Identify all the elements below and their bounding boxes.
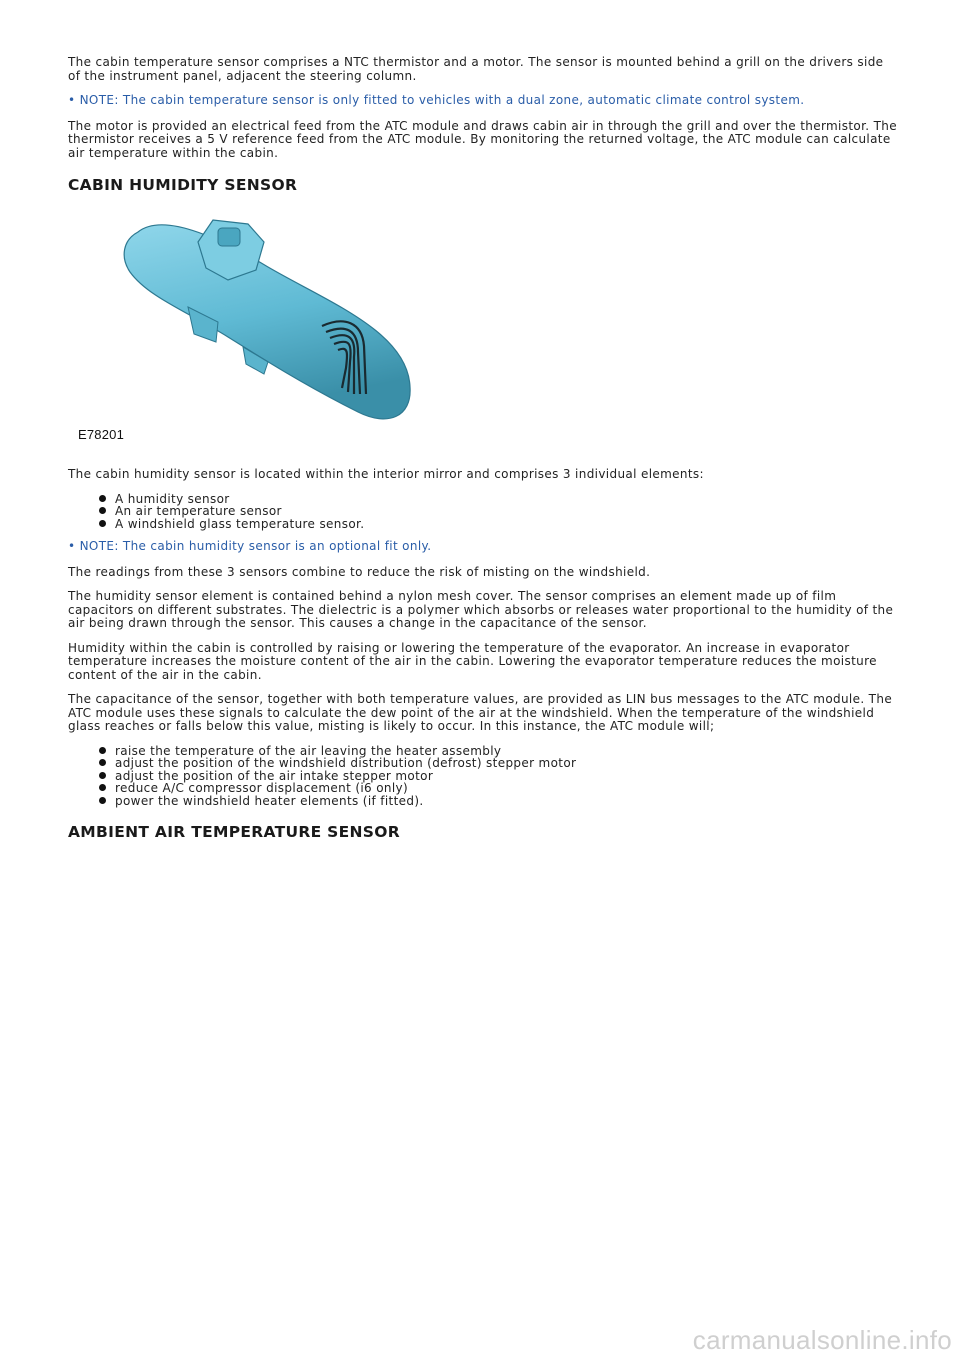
- bullet-icon: [99, 747, 106, 754]
- note-humidity-optional: • NOTE: The cabin humidity sensor is an optional fit only.: [68, 539, 432, 553]
- paragraph-motor-feed: The motor is provided an electrical feed from the ATC module and draws cabin air in through the grill and over the thermistor. The thermistor receives a 5 V reference feed from the ATC module. By monitoring the returned voltage, the ATC module can calculate air temperature within the cabin.: [68, 118, 897, 160]
- bullet-icon: [99, 759, 106, 766]
- list-item: raise the temperature of the air leaving the heater assembly: [68, 745, 898, 758]
- bullet-icon: [99, 797, 106, 804]
- bullet-icon: [99, 772, 106, 779]
- list-item: A humidity sensor: [68, 493, 898, 506]
- bullet-icon: [99, 495, 106, 502]
- list-item: A windshield glass temperature sensor.: [68, 518, 898, 531]
- document-page: [68, 56, 898, 859]
- list-item: power the windshield heater elements (if fitted).: [68, 795, 898, 808]
- bullet-icon: [99, 784, 106, 791]
- humidity-sensor-illustration: [68, 212, 428, 452]
- heading-cabin-humidity-sensor: CABIN HUMIDITY SENSOR: [68, 176, 298, 194]
- paragraph-capacitance: The capacitance of the sensor, together with both temperature values, are provided as LIN bus messages to the ATC module. The ATC module uses these signals to calculate the dew point of the air at the windshield. When the temperature of the windshield glass reaches or falls below this value, misting is likely to occur. In this instance, the ATC module will;: [68, 692, 893, 733]
- list-item: adjust the position of the air intake stepper motor: [68, 770, 898, 783]
- paragraph-cabin-temp-sensor: The cabin temperature sensor comprises a NTC thermistor and a motor. The sensor is mounted behind a grill on the drivers side of the instrument panel, adjacent the steering column.: [68, 55, 884, 83]
- paragraph-humidity-location: The cabin humidity sensor is located within the interior mirror and comprises 3 individual elements:: [68, 467, 704, 481]
- figure-caption: E78201: [78, 427, 125, 442]
- bullet-icon: [99, 520, 106, 527]
- sensor-elements-list: [68, 493, 898, 531]
- mirror-body-shape: [124, 225, 410, 419]
- heading-ambient-air-temp-sensor: AMBIENT AIR TEMPERATURE SENSOR: [68, 823, 400, 841]
- note-cabin-temp-sensor: • NOTE: The cabin temperature sensor is only fitted to vehicles with a dual zone, automatic climate control system.: [68, 93, 805, 107]
- paragraph-humidity-element: The humidity sensor element is contained behind a nylon mesh cover. The sensor comprises an element made up of film capacitors on different substrates. The dielectric is a polymer which absorbs or releases water proportional to the humidity of the air being drawn through the sensor. This causes a change in the capacitance of the sensor.: [68, 589, 894, 630]
- paragraph-readings: The readings from these 3 sensors combine to reduce the risk of misting on the windshield.: [68, 564, 651, 579]
- humidity-sensor-figure: [68, 212, 428, 452]
- paragraph-humidity-control: Humidity within the cabin is controlled by raising or lowering the temperature of the evaporator. An increase in evaporator temperature increases the moisture content of the air in the cabin. Lowering the evaporator temperature reduces the moisture content of the air in the cabin.: [68, 640, 877, 682]
- list-item: adjust the position of the windshield distribution (defrost) stepper motor: [68, 757, 898, 770]
- list-item: reduce A/C compressor displacement (i6 only): [68, 782, 898, 795]
- atc-actions-list: [68, 745, 898, 808]
- bullet-icon: [99, 507, 106, 514]
- site-watermark: carmanualsonline.info: [692, 1325, 952, 1355]
- mount-hole-shape: [218, 228, 240, 246]
- list-item: An air temperature sensor: [68, 505, 898, 518]
